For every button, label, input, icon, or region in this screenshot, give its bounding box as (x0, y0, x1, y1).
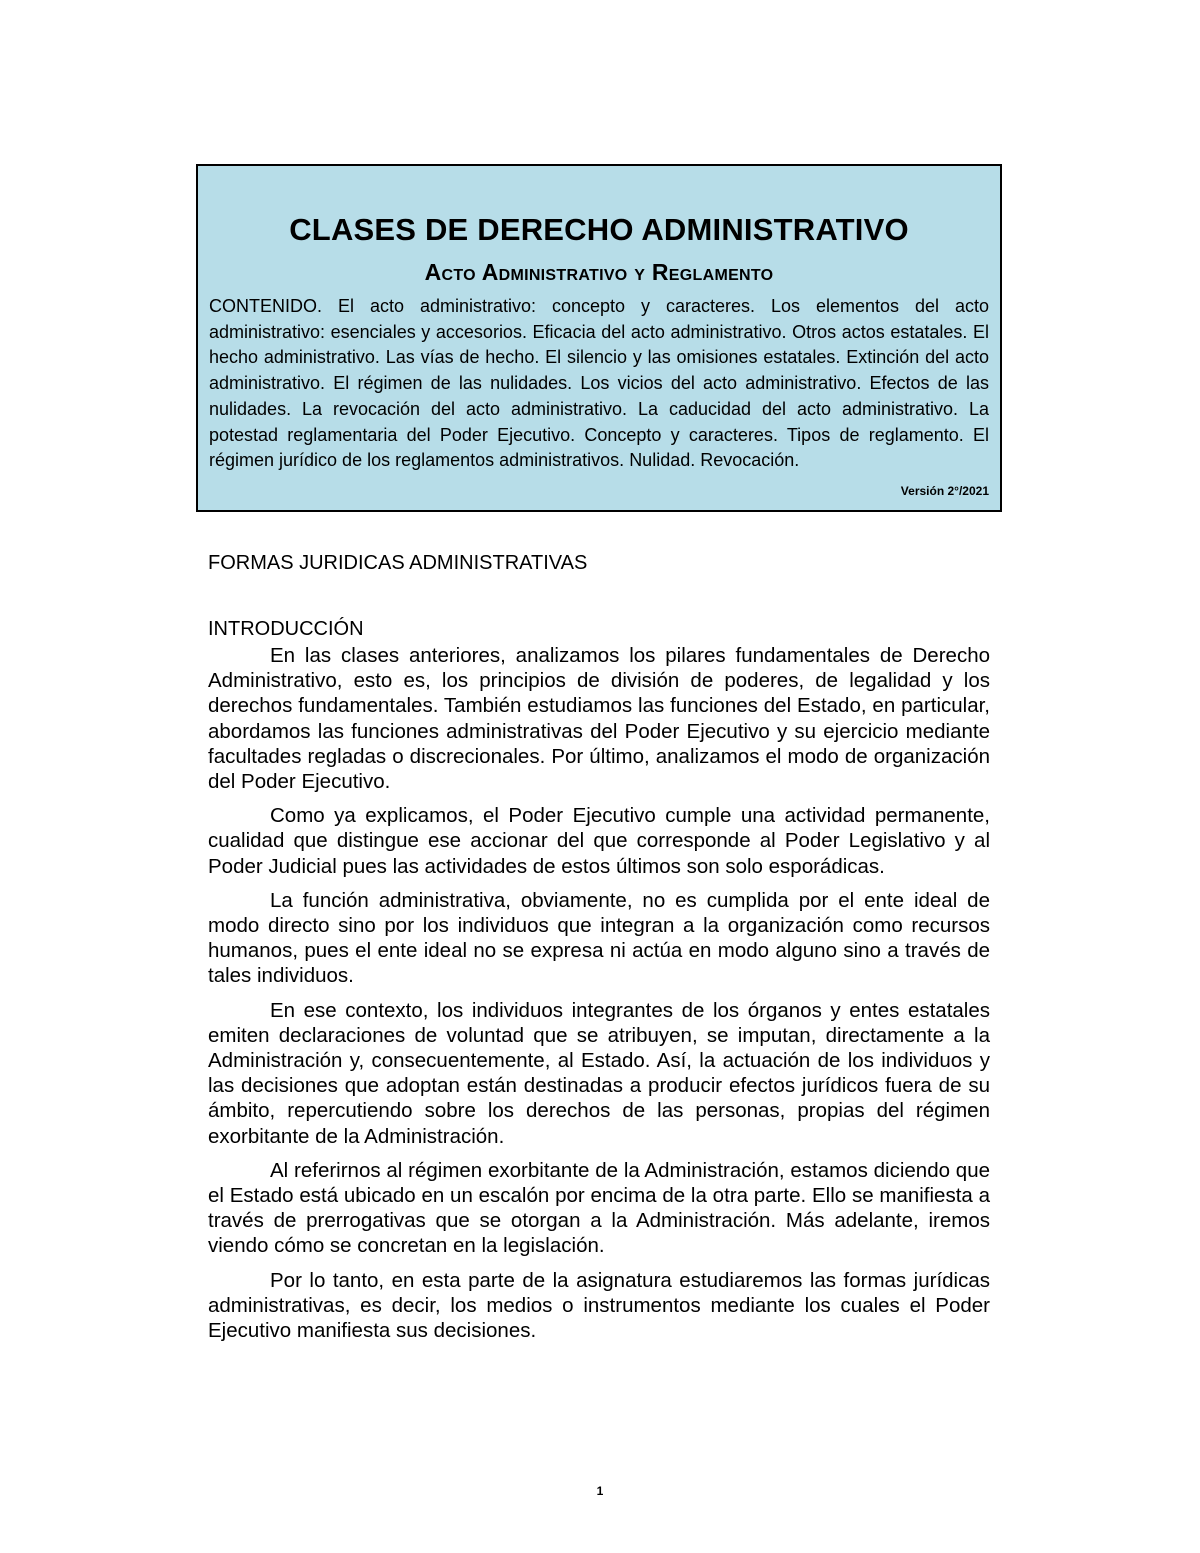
paragraph: Por lo tanto, en esta parte de la asignatura estudiaremos las formas jurídicas administrativas, es decir, los medios o instrumentos mediante los cuales el Poder Ejecutivo manifiesta sus decisiones. (208, 1268, 990, 1343)
contents-summary: CONTENIDO. El acto administrativo: concepto y caracteres. Los elementos del acto administrativo: esenciales y accesorios. Eficacia del acto administrativo. Otros actos estatales. El hecho administrativo. Las vías de hecho. El silencio y las omisiones estatales. Extinción del acto administrativo. El régimen de las nulidades. Los vicios del acto administrativo. Efectos de las nulidades. La revocación del acto administrativo. La caducidad del acto administrativo. La potestad reglamentaria del Poder Ejecutivo. Concepto y caracteres. Tipos de reglamento. El régimen jurídico de los reglamentos administrativos. Nulidad. Revocación. (209, 296, 989, 471)
header-box (196, 164, 1002, 512)
document-title: CLASES DE DERECHO ADMINISTRATIVO (289, 212, 909, 247)
paragraph: Como ya explicamos, el Poder Ejecutivo cumple una actividad permanente, cualidad que distingue ese accionar del que corresponde al Poder Legislativo y al Poder Judicial pues las actividades de estos últimos son solo esporádicas. (208, 804, 990, 878)
version-label: Versión 2°/2021 (900, 484, 989, 498)
section-heading: FORMAS JURIDICAS ADMINISTRATIVAS (208, 552, 588, 574)
paragraph: Al referirnos al régimen exorbitante de la Administración, estamos diciendo que el Estado está ubicado en un escalón por encima de la otra parte. Ello se manifiesta a través de prerrogativas que se otorgan a la Administración. Más adelante, iremos viendo cómo se concretan en la legislación. (208, 1158, 990, 1258)
paragraph: En las clases anteriores, analizamos los pilares fundamentales de Derecho Administrativo, esto es, los principios de división de poderes, de legalidad y los derechos fundamentales. También estudiamos las funciones del Estado, en particular, abordamos las funciones administrativas del Poder Ejecutivo y su ejercicio mediante facultades regladas o discrecionales. Por último, analizamos el modo de organización del Poder Ejecutivo. (208, 644, 990, 794)
sub-heading: INTRODUCCIÓN (208, 618, 364, 640)
document-subtitle: Acto Administrativo y Reglamento (424, 259, 774, 285)
paragraph: La función administrativa, obviamente, no es cumplida por el ente ideal de modo directo sino por los individuos que integran a la organización como recursos humanos, pues el ente ideal no se expresa ni actúa en modo alguno sino a través de tales individuos. (208, 888, 990, 988)
body-text (208, 549, 990, 1352)
page-number: 1 (596, 1484, 604, 1498)
paragraph: En ese contexto, los individuos integrantes de los órganos y entes estatales emiten declaraciones de voluntad que se atribuyen, se imputan, directamente a la Administración y, consecuentemente, al Estado. Así, la actuación de los individuos y las decisiones que adoptan están destinadas a producir efectos jurídicos fuera de su ámbito, repercutiendo sobre los derechos de las personas, propias del régimen exorbitante de la Administración. (208, 998, 990, 1148)
